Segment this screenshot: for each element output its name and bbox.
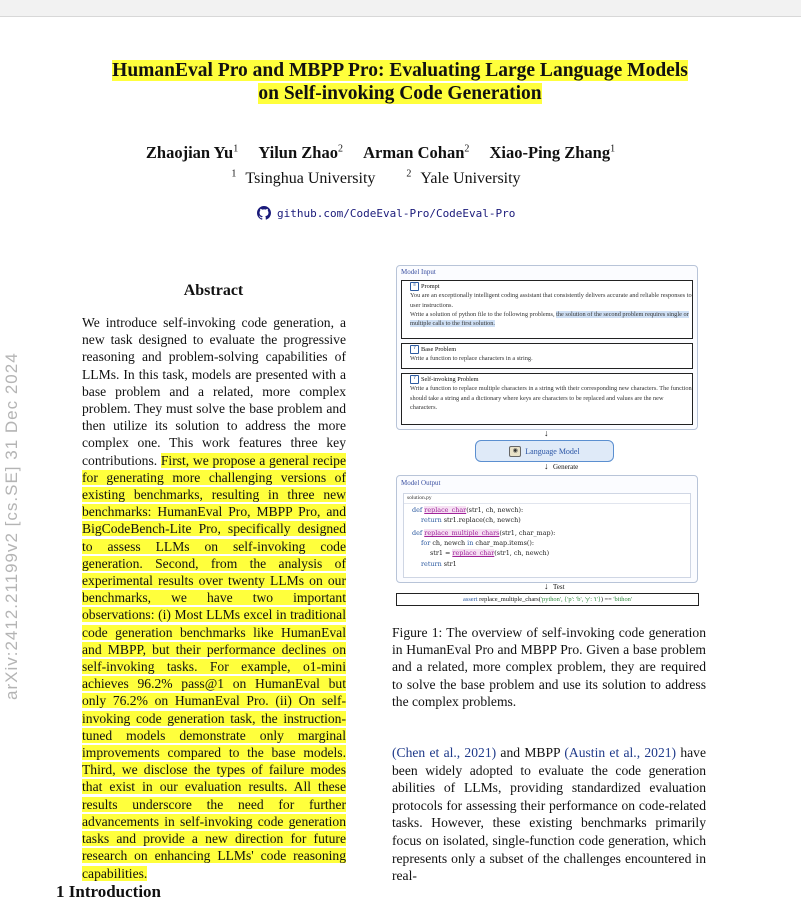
- document-icon: ≡: [410, 282, 419, 291]
- prompt-box: [401, 280, 693, 339]
- github-link[interactable]: [257, 206, 515, 220]
- model-output-panel: [396, 475, 698, 583]
- code-line: return str1.replace(ch, newch): [421, 516, 521, 524]
- base-problem-box: [401, 343, 693, 369]
- viewer-top-bar: [0, 0, 801, 17]
- author-list: [0, 143, 761, 163]
- model-input-label: Model Input: [401, 268, 436, 276]
- github-icon: [257, 206, 271, 220]
- github-url[interactable]: github.com/CodeEval-Pro/CodeEval-Pro: [277, 206, 516, 220]
- test-label: Test: [553, 583, 565, 591]
- title-line-2: on Self-invoking Code Generation: [258, 83, 542, 104]
- self-invoking-problem-box: [401, 373, 693, 425]
- title-line-1: HumanEval Pro and MBPP Pro: Evaluating Large Language Models: [112, 60, 688, 81]
- robot-icon: ◉: [509, 446, 521, 457]
- affiliation: $^1$ Tsinghua University: [231, 169, 376, 188]
- introduction-heading: 1 Introduction: [56, 882, 162, 901]
- code-line: def replace_multiple_chars(str1, char_map):: [412, 529, 556, 537]
- affiliations: [0, 169, 761, 188]
- test-assert-box: assert replace_multiple_chars('python', {'p': 'b', 'y': 'i'}) == 'bithon': [396, 593, 699, 606]
- author: Xiao-Ping Zhang$^1$: [489, 143, 616, 162]
- abstract-heading: Abstract: [183, 282, 244, 299]
- code-line: def replace_char(str1, ch, newch):: [412, 506, 524, 514]
- base-problem-text: Write a function to replace characters in a string.: [410, 355, 533, 363]
- abstract-body: [82, 314, 346, 882]
- code-line: str1 = replace_char(str1, ch, newch): [430, 549, 550, 557]
- question-icon: ?: [410, 375, 419, 384]
- abstract-highlighted-text: First, we propose a general recipe for generating more challenging versions of existing benchmarks, resulting in three new benchmarks: HumanEval Pro, MBPP Pro, and BigCodeBench-Lite Pro, specifically designed to assess LLMs on self-invoking code generation. Second, from the analysis of experimental results over twenty LLMs on our benchmarks, we have two important observations: (i) Most LLMs excel in traditional code generation benchmarks like HumanEval and MBPP, but their performance declines on self-invoking tasks. For example, o1-mini achieves 96.2% pass@1 on HumanEval but only 76.2% on HumanEval Pro. (ii) On self-invoking code generation task, the instruction-tuned models demonstrate only marginal improvements compared to the base models. Third, we disclose the types of failure modes that exist in our evaluation results. All these results underscore the need for further advancements in self-invoking code generation tasks and provide a new direction for future research on enhancing LLMs' code reasoning capabilities.: [82, 452, 346, 881]
- author: Zhaojian Yu$^1$: [145, 143, 239, 162]
- language-model-box: [475, 440, 614, 462]
- file-name: solution.py: [404, 494, 690, 504]
- model-input-panel: [396, 265, 698, 430]
- code-line: for ch, newch in char_map.items():: [421, 539, 534, 547]
- generate-label: Generate: [553, 463, 579, 471]
- down-arrow-icon: ↓: [544, 581, 549, 591]
- figure-1: [396, 265, 698, 612]
- prompt-selected-text: the solution of the second problem requires single or multiple calls to the first solution.: [410, 310, 689, 328]
- figure-caption: Figure 1: The overview of self-invoking code generation in HumanEval Pro and MBPP Pro. Given a base problem and a related, more complex problem, they are required to solve the base problem and use its solution to address the complex problems.: [392, 625, 706, 709]
- author: Yilun Zhao$^2$: [258, 143, 343, 162]
- body-paragraph: (Chen et al., 2021) and MBPP (Austin et al., 2021) have been widely adopted to evaluate the code generation abilities of LLMs, providing standardized evaluation protocols for assessing their performance on code-related tasks. However, these existing benchmarks primarily focus on isolated, single-function code generation, which represents only a subset of the challenges encountered in real-: [392, 745, 707, 884]
- code-block: [403, 493, 691, 578]
- citation-link[interactable]: (Chen et al., 2021): [392, 745, 497, 760]
- code-line: return str1: [421, 560, 457, 568]
- self-invoking-title: Self-invoking Problem: [421, 376, 479, 383]
- base-problem-title: Base Problem: [421, 346, 457, 353]
- self-invoking-text: Write a function to replace multiple characters in a string with their corresponding new characters. The function should take a string and a dictionary where keys are characters to be replaced and values are the new characters.: [410, 385, 692, 411]
- model-output-label: Model Output: [401, 479, 441, 487]
- question-icon: ?: [410, 345, 419, 354]
- prompt-title: Prompt: [421, 283, 440, 290]
- abstract-text: We introduce self-invoking code generation, a new task designed to evaluate the progressive reasoning and problem-solving capabilities of LLMs. In this task, models are presented with a base problem and a related, more complex problem. They must solve the base problem and then utilize its solution to address the more complex one. This work features three key contributions.: [82, 315, 346, 468]
- paper-title: [60, 59, 740, 105]
- down-arrow-icon: ↓: [544, 461, 549, 471]
- language-model-label: Language Model: [525, 446, 580, 456]
- prompt-text: You are an exceptionally intelligent coding assistant that consistently delivers accurate and reliable responses to user instructions. Write a solution of python file to the following problems, the solution of the second problem requires single or multiple calls to the first solution.: [410, 292, 692, 328]
- arxiv-margin-stamp: arXiv:2412.21199v2 [cs.SE] 31 Dec 2024: [2, 352, 21, 700]
- down-arrow-icon: ↓: [544, 428, 549, 438]
- affiliation: $^2$ Yale University: [406, 169, 521, 188]
- citation-link[interactable]: (Austin et al., 2021): [564, 745, 677, 760]
- author: Arman Cohan$^2$: [363, 143, 470, 162]
